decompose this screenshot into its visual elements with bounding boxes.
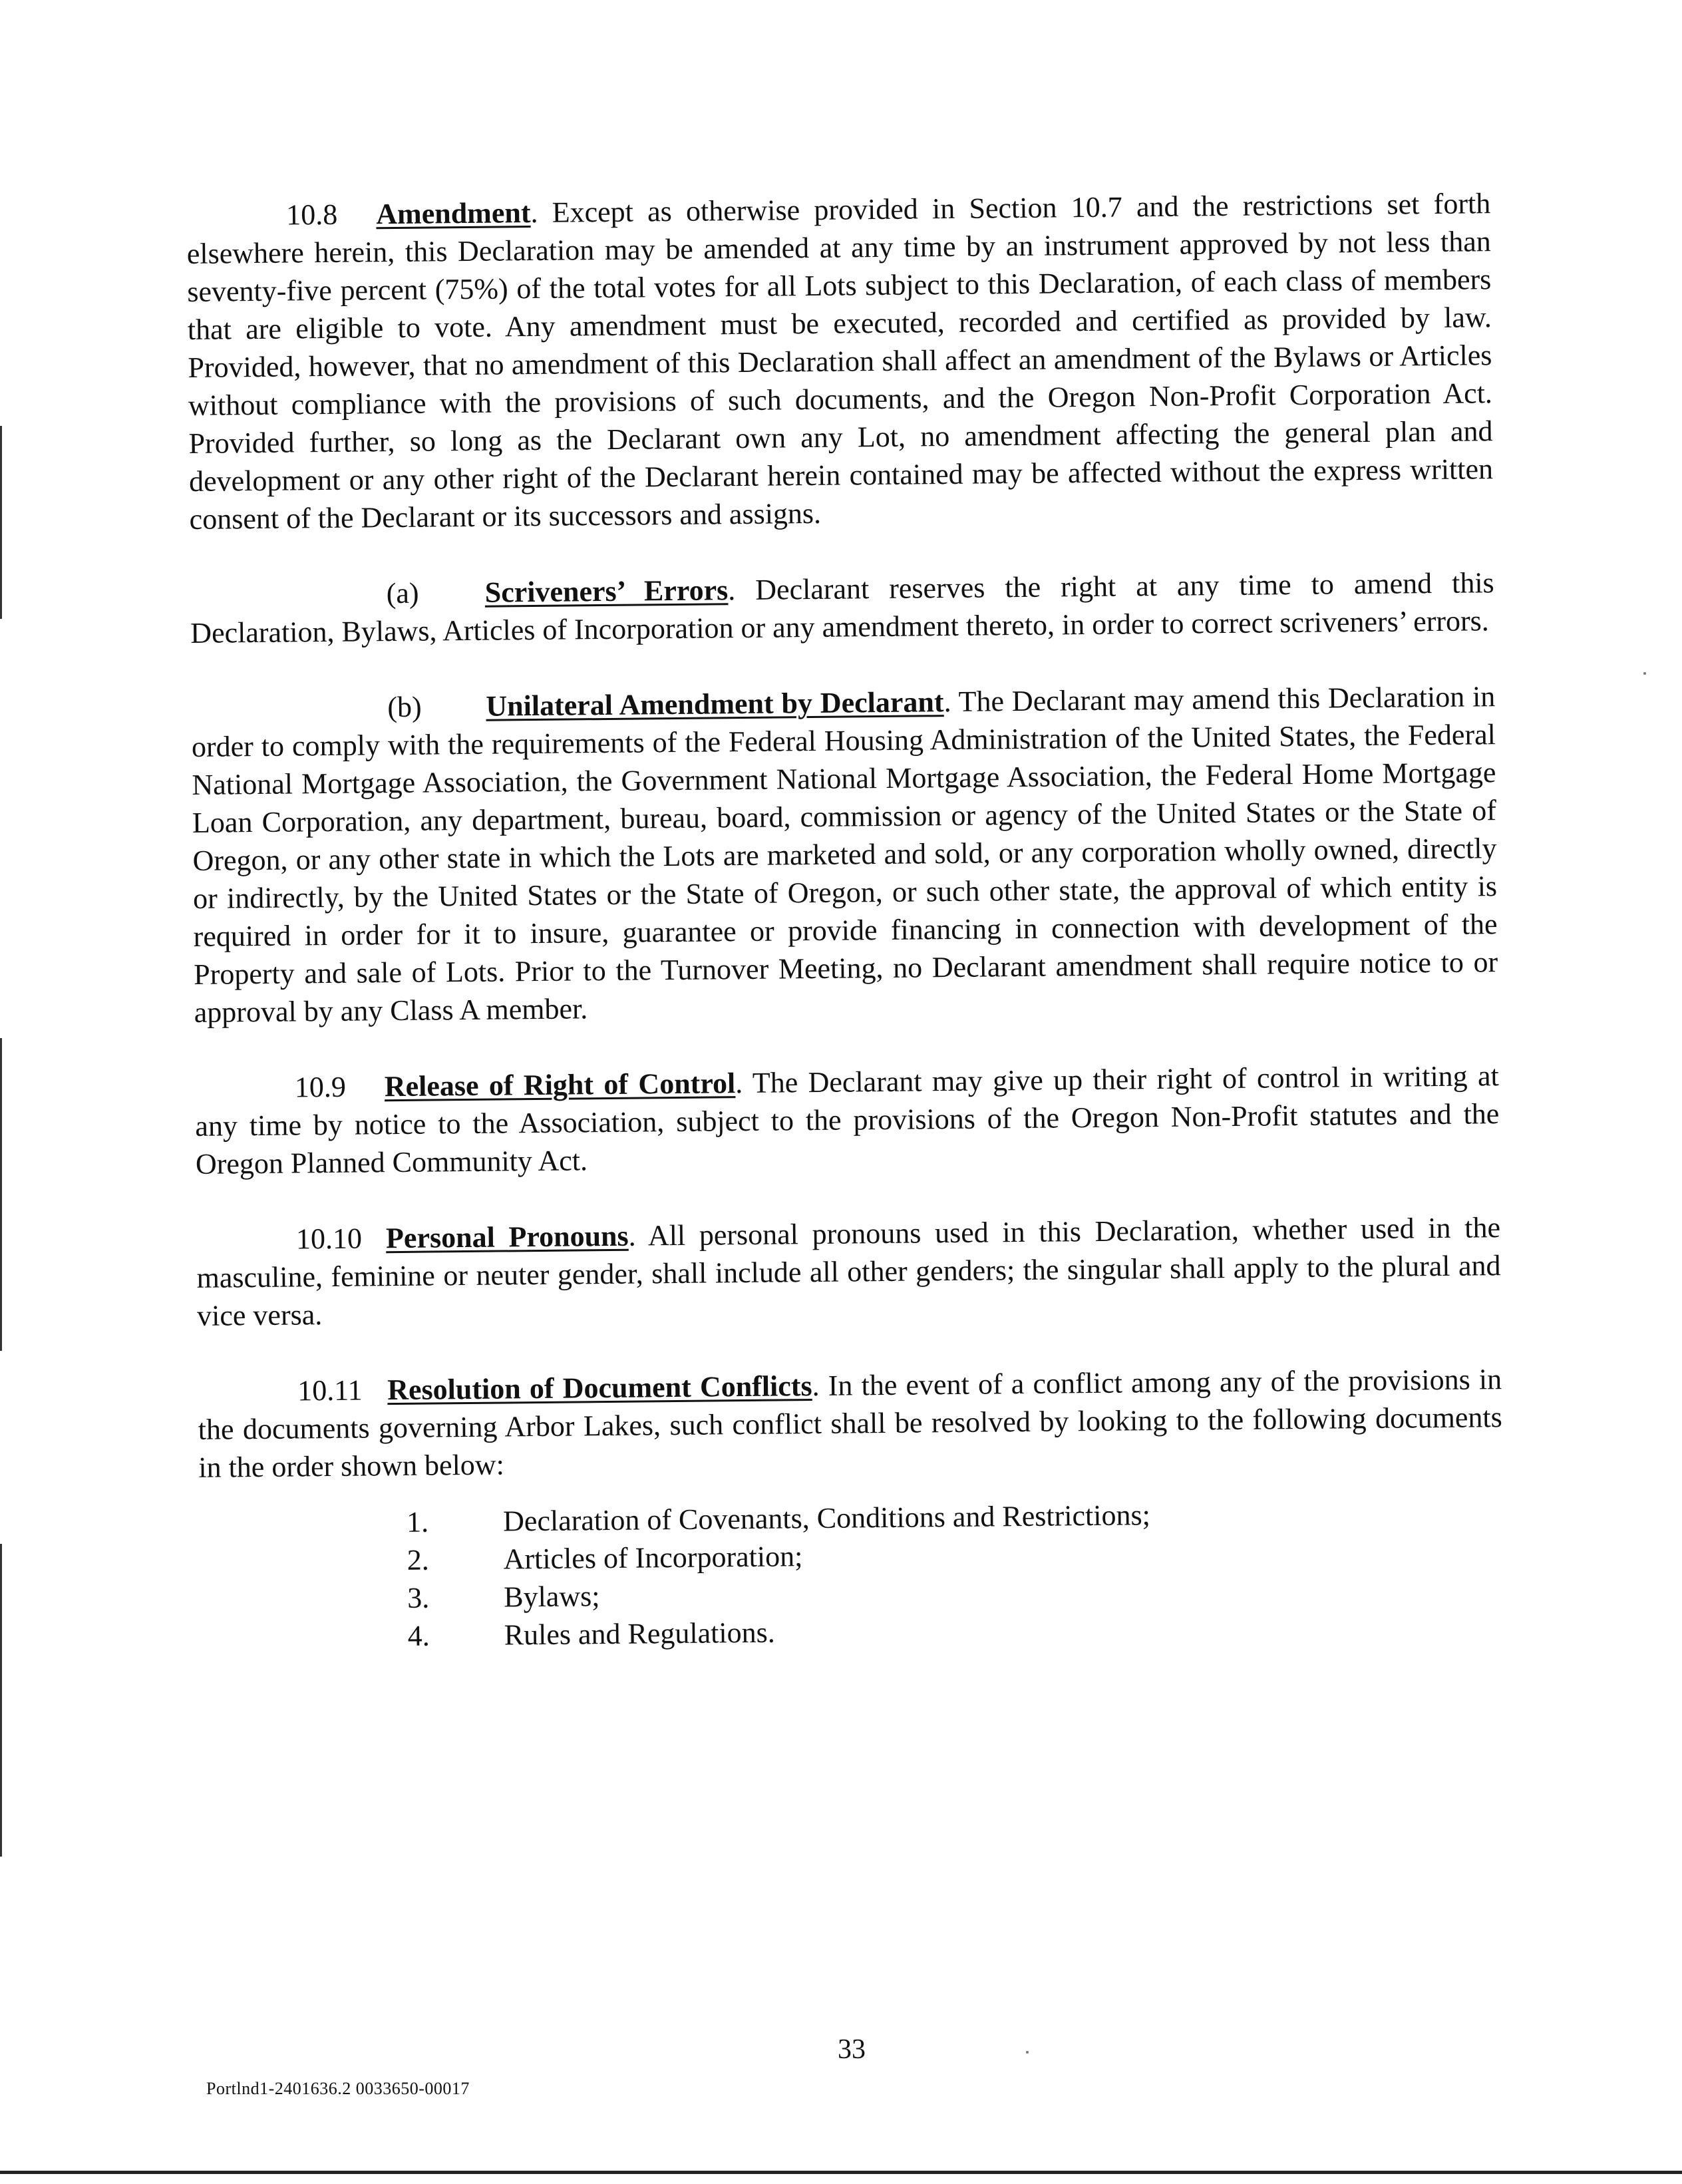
list-item-text: Articles of Incorporation; — [503, 1540, 803, 1576]
section-text: . The Declarant may give up their right of control in writing at any time by notice to the Association, subject to the provisions of the Oregon Non-Profit statutes and the Oregon Planned Community Act. — [195, 1059, 1500, 1181]
section-10-10 — [196, 1208, 1502, 1335]
section-heading: Personal Pronouns — [385, 1219, 629, 1255]
list-item-number: 2. — [407, 1543, 429, 1576]
section-10-9 — [195, 1057, 1500, 1183]
subsection-heading: Unilateral Amendment by Declarant — [486, 685, 944, 723]
scan-edge-line — [0, 426, 2, 619]
list-item-text: Bylaws; — [503, 1580, 600, 1614]
section-10-8-b — [191, 677, 1498, 1031]
section-heading: Amendment — [376, 196, 531, 231]
scan-speck — [1643, 672, 1646, 675]
list-item-text: Rules and Regulations. — [504, 1616, 775, 1652]
section-10-8 — [186, 184, 1494, 538]
subsection-number: (b) — [387, 690, 422, 724]
scan-edge-line — [0, 1544, 2, 1857]
section-number: 10.8 — [286, 198, 338, 232]
document-id-footer: Portlnd1-2401636.2 0033650-00017 — [206, 2079, 470, 2098]
subsection-heading: Scriveners’ Errors — [484, 574, 729, 609]
section-heading: Release of Right of Control — [384, 1067, 736, 1103]
section-text: . All personal pronouns used in this Declaration, whether used in the masculine, feminine or neuter gender, shall include all other genders; the singular shall apply to the plural and vice versa. — [196, 1211, 1501, 1332]
list-item-text: Declaration of Covenants, Conditions and Restrictions; — [502, 1499, 1151, 1538]
scan-bottom-rule — [0, 2171, 1682, 2174]
section-number: 10.9 — [294, 1070, 347, 1104]
section-heading: Resolution of Document Conflicts — [387, 1369, 812, 1407]
list-item-number: 1. — [406, 1505, 429, 1539]
section-text: . Except as otherwise provided in Section 10.7 and the restrictions set forth elsewhere herein, this Declaration may be amended at any time by an instrument approved by not less than seventy-five percent (75%) of the total votes for all Lots subject to this Declaration, of each class of members that are eligible to vote. Any amendment must be executed, recorded and certified as provided by law. Provided, however, that no amendment of this Declaration shall affect an amendment of the Bylaws or Articles without compliance with the provisions of such documents, and the Oregon Non-Profit Corporation Act. Provided further, so long as the Declarant own any Lot, no amendment affecting the general plan and development or any other right of the Declarant herein contained may be affected without the express written consent of the Declarant or its successors and assigns. — [186, 187, 1494, 536]
scan-speck — [1026, 2051, 1029, 2054]
subsection-text: . Declarant reserves the right at any time to amend this Declaration, Bylaws, Articles of Incorporation or any amendment thereto, in order to correct scriveners’ errors. — [190, 566, 1494, 649]
section-number: 10.11 — [297, 1373, 363, 1407]
document-body — [186, 184, 1504, 1657]
subsection-number: (a) — [386, 576, 419, 610]
list-item-number: 3. — [407, 1581, 430, 1614]
document-priority-list — [407, 1493, 1504, 1655]
page-number: 33 — [838, 2034, 866, 2065]
section-10-8-a — [190, 564, 1494, 652]
subsection-text: . The Declarant may amend this Declaration in order to comply with the requirements of the Federal Housing Administration of the United States, the Federal National Mortgage Association, the Government National Mortgage Association, the Federal Home Mortgage Loan Corporation, any department, bureau, board, commission or agency of the United States or the State of Oregon, or any other state in which the Lots are marketed and sold, or any corporation wholly owned, directly or indirectly, by the United States or the State of Oregon, or such other state, the approval of which entity is required in order for it to insure, guarantee or provide financing in connection with development of the Property and sale of Lots. Prior to the Turnover Meeting, no Declarant amendment shall require notice to or approval by any Class A member. — [191, 680, 1498, 1029]
section-text: . In the event of a conflict among any of the provisions in the documents governing Arbor Lakes, such conflict shall be resolved by looking to the following documents in the order shown below: — [198, 1363, 1502, 1484]
section-10-11 — [198, 1360, 1503, 1487]
list-item-number: 4. — [407, 1619, 430, 1652]
section-number: 10.10 — [295, 1222, 363, 1256]
scan-edge-line — [0, 1038, 2, 1351]
